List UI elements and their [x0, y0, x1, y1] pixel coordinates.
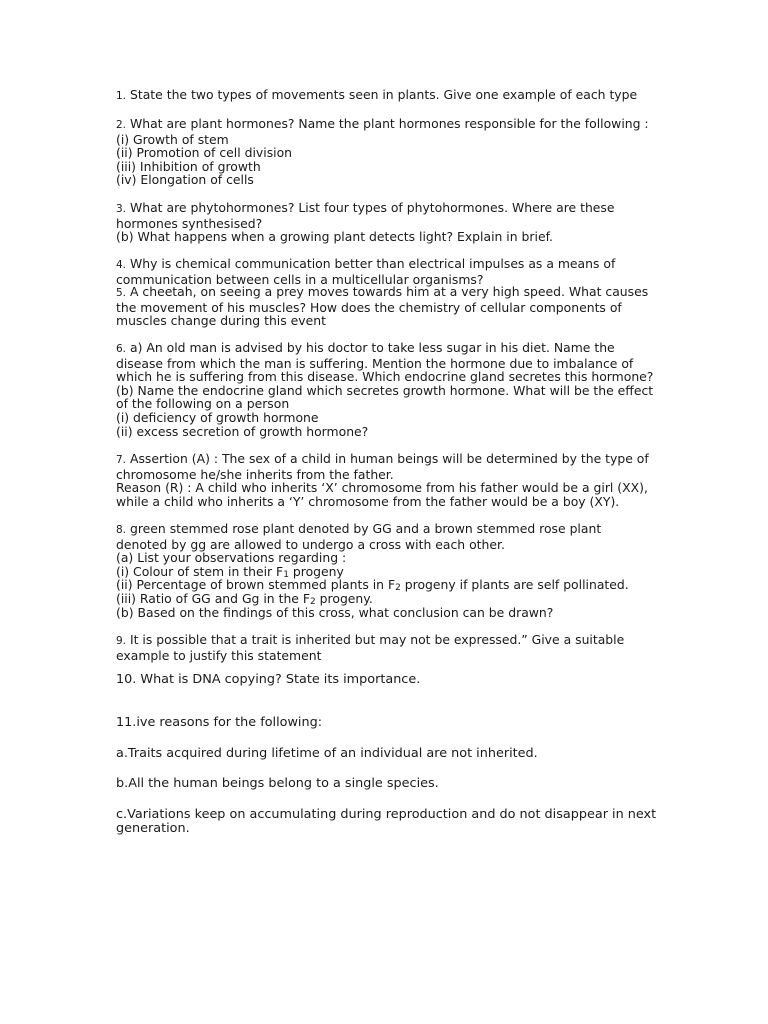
question-line [116, 452, 656, 468]
question-line: Reason (R) : A child who inherits ‘X’ chromosome from his father would be a girl (XX), [116, 480, 648, 496]
question-text: progeny if plants are self pollinated. [400, 577, 629, 593]
question-line: while a child who inherits a ‘Y’ chromosome from the father would be a boy (XY). [116, 493, 620, 509]
question-11a [116, 747, 656, 761]
question-line: of the following on a person [116, 396, 290, 412]
question-line: hormones synthesised? [116, 215, 263, 231]
question-number: 8. [116, 524, 127, 536]
question-text: (iii) Ratio of GG and Gg in the F [116, 590, 310, 606]
question-line: (b) Based on the findings of this cross, what conclusion can be drawn? [116, 604, 554, 620]
question-line [116, 633, 656, 649]
question-text: A cheetah, on seeing a prey moves towards him at a very high speed. What causes [129, 284, 649, 299]
question-8 [116, 522, 656, 619]
question-line: a.Traits acquired during lifetime of an individual are not inherited. [116, 746, 538, 761]
question-line [116, 565, 656, 579]
question-line: (ii) Promotion of cell division [116, 145, 293, 161]
question-line: (i) Growth of stem [116, 131, 229, 147]
subscript: 2 [395, 583, 401, 594]
question-10 [116, 673, 656, 687]
question-line [116, 522, 656, 538]
question-11b [116, 777, 656, 791]
subscript: 1 [283, 569, 289, 580]
question-number: 9. [116, 635, 127, 647]
question-text: a) An old man is advised by his doctor to take less sugar in his diet. Name the [129, 340, 615, 355]
question-line: (iii) Inhibition of growth [116, 158, 261, 174]
question-line: (b) What happens when a growing plant detects light? Explain in brief. [116, 229, 553, 245]
question-text: green stemmed rose plant denoted by GG and a brown stemmed rose plant [129, 521, 602, 536]
question-5 [116, 285, 656, 328]
question-number: 5. [116, 287, 127, 299]
question-line: (iv) Elongation of cells [116, 172, 254, 188]
question-line: which he is suffering from this disease. Which endocrine gland secretes this hormone? [116, 369, 654, 385]
question-number: 3. [116, 203, 127, 215]
question-line: the movement of his muscles? How does the chemistry of cellular components of [116, 299, 622, 315]
question-11 [116, 716, 656, 730]
question-line: denoted by gg are allowed to undergo a cross with each other. [116, 536, 505, 552]
question-text: State the two types of movements seen in plants. Give one example of each type [129, 87, 638, 102]
question-line: (a) List your observations regarding : [116, 550, 347, 566]
question-6 [116, 341, 656, 438]
subscript: 2 [310, 596, 316, 607]
question-line [116, 578, 656, 592]
question-line: (ii) excess secretion of growth hormone? [116, 423, 369, 439]
question-line [116, 285, 656, 301]
question-1 [116, 88, 656, 104]
question-line: disease from which the man is suffering. Mention the hormone due to imbalance of [116, 355, 634, 371]
question-number: 1. [116, 90, 127, 102]
question-text: What are plant hormones? Name the plant hormones responsible for the following : [129, 116, 649, 131]
question-line: chromosome he/she inherits from the father. [116, 466, 394, 482]
question-text: progeny [288, 563, 344, 579]
question-number: 4. [116, 259, 127, 271]
question-text: Why is chemical communication better than electrical impulses as a means of [129, 256, 616, 271]
question-7 [116, 452, 656, 508]
question-line: communication between cells in a multicellular organisms? [116, 271, 484, 287]
question-line: b.All the human beings belong to a single species. [116, 776, 439, 791]
question-line: 10. What is DNA copying? State its importance. [116, 672, 421, 687]
question-text: progeny. [315, 590, 373, 606]
question-11c [116, 808, 656, 835]
question-number: 6. [116, 343, 127, 355]
question-2 [116, 117, 656, 187]
question-number: 2. [116, 119, 127, 131]
question-text: (i) Colour of stem in their F [116, 563, 284, 579]
question-line [116, 592, 656, 606]
question-line [116, 341, 656, 357]
question-line: c.Variations keep on accumulating during reproduction and do not disappear in next [116, 807, 657, 822]
question-text: Assertion (A) : The sex of a child in human beings will be determined by the type of [129, 451, 649, 466]
question-line: muscles change during this event [116, 313, 326, 329]
question-line [116, 257, 656, 273]
question-line [116, 117, 656, 133]
question-9 [116, 633, 656, 662]
question-line: 11.ive reasons for the following: [116, 715, 323, 730]
question-line: (b) Name the endocrine gland which secretes growth hormone. What will be the effect [116, 382, 654, 398]
question-text: (ii) Percentage of brown stemmed plants in F [116, 577, 396, 593]
question-line: (i) deficiency of growth hormone [116, 409, 319, 425]
question-4 [116, 257, 656, 286]
question-line [116, 201, 656, 217]
question-line: example to justify this statement [116, 647, 322, 663]
question-3 [116, 201, 656, 244]
question-text: What are phytohormones? List four types of phytohormones. Where are these [129, 200, 615, 215]
question-text: It is possible that a trait is inherited but may not be expressed.” Give a suitable [129, 632, 625, 647]
question-number: 7. [116, 454, 127, 466]
question-line: generation. [116, 820, 190, 836]
question-line [116, 88, 656, 104]
